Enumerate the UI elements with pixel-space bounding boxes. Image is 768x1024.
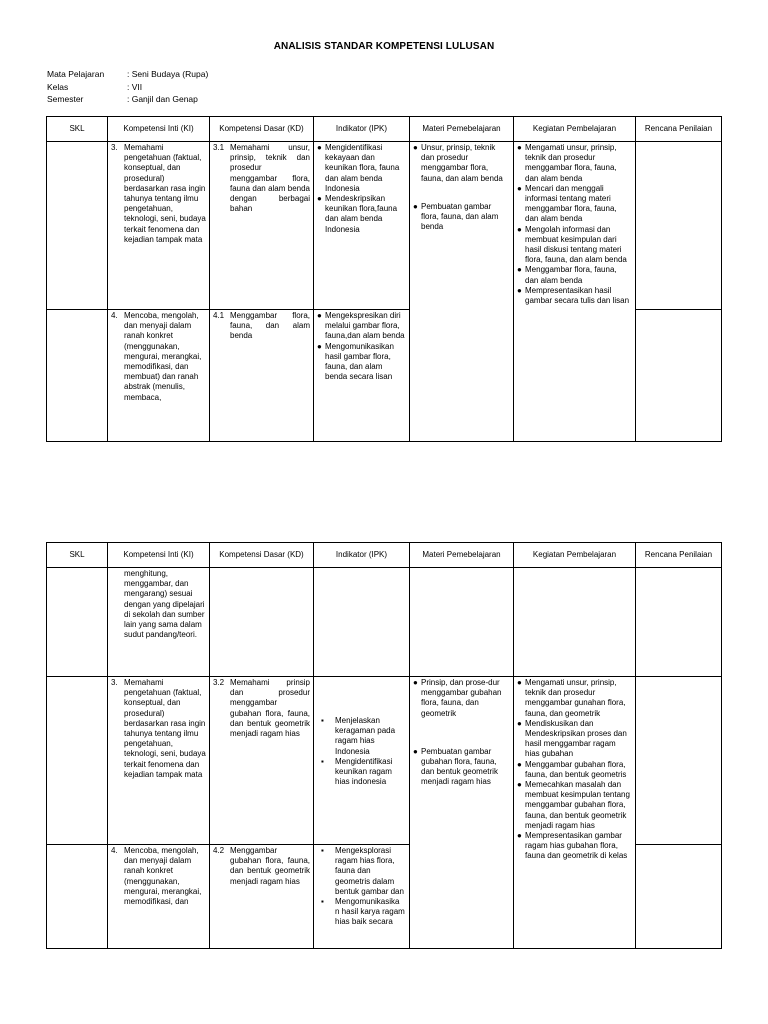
list-item [517, 760, 632, 780]
kegiatan-text: Mempresentasikan hasil gambar secara tulis dan lisan [525, 285, 630, 306]
header-skl: SKL [47, 117, 108, 142]
header-kd: Kompetensi Dasar (KD) [210, 117, 314, 142]
list-item [413, 678, 510, 719]
ipk-cell [314, 142, 410, 310]
list-item [317, 846, 406, 897]
bullet-icon: ● [517, 759, 522, 769]
skl-cell [47, 677, 108, 845]
bullet-icon: ▪ [321, 756, 324, 766]
kegiatan-text: Mengamati unsur, prinsip, teknik dan prosedur menggambar flora, fauna, dan alam benda [525, 143, 617, 183]
class-value: : VII [127, 81, 143, 92]
materi-text: Unsur, prinsip, teknik dan prosedur menggambar flora, fauna, dan alam benda [421, 143, 503, 183]
kd-number: 4.1 [213, 311, 225, 320]
kd-cell [210, 677, 314, 845]
header-kegiatan: Kegiatan Pembelajaran [514, 117, 636, 142]
kd-cell [210, 568, 314, 677]
kegiatan-text: Menggambar flora, fauna, dan alam benda [525, 265, 617, 285]
list-item [317, 342, 406, 383]
ipk-text: Mengomunikasikan hasil gambar flora, fauna, dan alam benda secara lisan [325, 341, 394, 382]
list-item [317, 757, 406, 788]
list-item [517, 143, 632, 184]
skl-cell [47, 310, 108, 442]
kegiatan-cell [514, 142, 636, 442]
page-title: ANALISIS STANDAR KOMPETENSI LULUSAN [273, 41, 495, 52]
table-row [47, 142, 722, 310]
list-item [517, 184, 632, 225]
penilaian-cell [636, 568, 722, 677]
kd-cell [210, 845, 314, 949]
list-item [317, 194, 406, 235]
list-item [517, 831, 632, 862]
list-item [517, 678, 632, 719]
list-item [317, 311, 406, 342]
bullet-icon: ● [517, 678, 522, 687]
ki-number: 4. [111, 311, 118, 320]
list-item [413, 202, 510, 233]
table-header-row [47, 117, 722, 142]
list-item [517, 265, 632, 285]
ipk-text: Mengekspresikan diri melalui gambar flora, fauna,dan alam benda [325, 311, 405, 341]
list-item [317, 143, 406, 194]
bullet-icon: ▪ [321, 897, 324, 907]
list-item [517, 286, 632, 306]
header-kd: Kompetensi Dasar (KD) [210, 543, 314, 568]
ki-text: Mencoba, mengolah, dan menyaji dalam ranah konkret (menggunakan, mengurai, merangkai, memodifikasi, dan [124, 846, 202, 907]
bullet-icon: ● [517, 183, 522, 193]
header-ipk: Indikator (IPK) [314, 117, 410, 142]
bullet-icon: ● [413, 143, 418, 152]
kegiatan-text: Memecahkan masalah dan membuat kesimpulan tentang menggambar gubahan flora, fauna, dan bentuk geometrik menjadi ragam hias [525, 780, 630, 830]
kegiatan-cell [514, 568, 636, 677]
materi-cell [410, 677, 514, 949]
bullet-icon: ● [517, 224, 522, 234]
ipk-text: Mengidentifikasi kekayaan dan keunikan flora, fauna dan alam benda Indonesia [325, 143, 400, 193]
materi-text: Prinsip, dan prose-dur menggambar gubahan flora, fauna, dan geometrik [421, 678, 502, 718]
bullet-icon: ● [317, 143, 322, 152]
kd-cell [210, 310, 314, 442]
kd-text: Menggambar gubahan flora, fauna, dan bentuk geometrik menjadi ragam hias [230, 846, 310, 886]
list-item [413, 747, 510, 788]
semester-label: Semester [47, 94, 84, 104]
kegiatan-text: Mencari dan menggali informasi tentang materi menggambar flora, fauna, dan alam benda [525, 183, 617, 224]
class-label: Kelas [47, 81, 69, 92]
kd-cell [210, 142, 314, 310]
ki-text: Memahami pengetahuan (faktual, konseptual, dan prosedural) berdasarkan rasa ingin tahunya tentang ilmu pengetahuan, teknologi, seni, budaya terkait fenomena dan kejadian tampak mata [124, 143, 206, 244]
penilaian-cell [636, 310, 722, 442]
ki-text: Mencoba, mengolah, dan menyaji dalam ranah konkret (menggunakan, mengurai, merangkai, memodifikasi, dan membuat) dan ranah abstrak (menulis, membaca, [124, 311, 202, 402]
bullet-icon: ● [317, 194, 322, 204]
ipk-cell [314, 677, 410, 845]
penilaian-cell [636, 677, 722, 845]
ki-text: Memahami pengetahuan (faktual, konseptual, dan prosedural) berdasarkan rasa ingin tahunya tentang ilmu pengetahuan, teknologi, seni, budaya terkait fenomena dan kejadian tampak mata [124, 678, 206, 779]
kd-number: 3.1 [213, 143, 225, 152]
ipk-text: Mengeksplorasi ragam hias flora, fauna dan geometris dalam bentuk gambar dan [335, 846, 404, 896]
skl-cell [47, 142, 108, 310]
ipk-cell [314, 845, 410, 949]
list-item [317, 716, 406, 757]
header-penilaian: Rencana Penilaian [636, 543, 722, 568]
ki-cell [108, 677, 210, 845]
list-item [517, 719, 632, 760]
bullet-icon: ● [413, 678, 418, 687]
header-ki: Kompetensi Inti (KI) [108, 543, 210, 568]
semester-value: : Ganjil dan Genap [127, 94, 198, 104]
header-skl: SKL [47, 543, 108, 568]
kd-text: Memahami unsur, prinsip, teknik dan prosedur menggambar flora, fauna dan alam benda dengan berbagai bahan [230, 143, 310, 214]
ipk-text: Menjelaskan keragaman pada ragam hias Indonesia [335, 716, 396, 756]
list-item [517, 225, 632, 266]
kd-number: 3.2 [213, 678, 225, 687]
bullet-icon: ● [317, 311, 322, 320]
ki-cell [108, 310, 210, 442]
skl-table-2 [46, 542, 722, 949]
skl-cell [47, 845, 108, 949]
materi-cell [410, 142, 514, 442]
kegiatan-text: Menggambar gubahan flora, fauna, dan bentuk geometris [525, 759, 627, 779]
kegiatan-cell [514, 677, 636, 949]
subject-label: Mata Pelajaran [47, 69, 105, 79]
ipk-cell [314, 310, 410, 442]
bullet-icon: ● [517, 265, 522, 275]
bullet-icon: ▪ [321, 846, 324, 855]
skl-table-1 [46, 116, 722, 442]
header-materi: Materi Pemebelajaran [410, 117, 514, 142]
bullet-icon: ● [517, 143, 522, 152]
ipk-cell [314, 568, 410, 677]
ipk-text: Mendeskripsikan keunikan flora,fauna dan alam benda Indonesia [325, 194, 398, 234]
materi-text: Pembuatan gambar gubahan flora, fauna, dan bentuk geometrik menjadi ragam hias [421, 746, 498, 787]
bullet-icon: ● [413, 201, 418, 211]
header-ipk: Indikator (IPK) [314, 543, 410, 568]
kegiatan-text: Mempresentasikan gambar ragam hias gubahan flora, fauna dan geometrik di kelas [525, 831, 628, 861]
ki-number: 4. [111, 846, 118, 855]
kegiatan-text: Mengolah informasi dan membuat kesimpulan dari hasil diskusi tentang materi flora, fauna, dan alam benda [525, 224, 627, 265]
list-item [317, 897, 406, 928]
bullet-icon: ● [517, 780, 522, 790]
bullet-icon: ● [317, 341, 322, 351]
ki-cell [108, 845, 210, 949]
header-kegiatan: Kegiatan Pembelajaran [514, 543, 636, 568]
bullet-icon: ● [413, 746, 418, 756]
penilaian-cell [636, 845, 722, 949]
bullet-icon: ● [517, 285, 522, 295]
kd-text: Menggambar flora, fauna, dan alam benda [230, 311, 310, 341]
list-item [413, 143, 510, 184]
table-header-row [47, 543, 722, 568]
ki-cell [108, 568, 210, 677]
header-penilaian: Rencana Penilaian [636, 117, 722, 142]
list-item [517, 780, 632, 831]
ki-text: menghitung, menggambar, dan mengarang) sesuai dengan yang dipelajari di sekolah dan sumber lain yang sama dalam sudut pandang/teori. [124, 569, 205, 640]
header-ki: Kompetensi Inti (KI) [108, 117, 210, 142]
ipk-text: Mengidentifikasi keunikan ragam hias indonesia [335, 756, 393, 787]
ki-number: 3. [111, 143, 118, 152]
materi-cell [410, 568, 514, 677]
header-materi: Materi Pemebelajaran [410, 543, 514, 568]
subject-value: : Seni Budaya (Rupa) [127, 69, 209, 79]
bullet-icon: ▪ [321, 716, 324, 725]
table-row [47, 677, 722, 845]
bullet-icon: ● [517, 831, 522, 841]
table-row [47, 568, 722, 677]
ki-cell [108, 142, 210, 310]
document-meta [47, 68, 208, 106]
kd-text: Memahami prinsip dan prosedur menggambar gubahan flora, fauna, dan bentuk geometrik menjadi ragam hias [230, 678, 310, 739]
bullet-icon: ● [517, 718, 522, 728]
penilaian-cell [636, 142, 722, 310]
kegiatan-text: Mendiskusikan dan Mendeskripsikan proses dan hasil menggambar ragam hias gubahan [525, 718, 627, 759]
kd-number: 4.2 [213, 846, 225, 855]
ipk-text: Mengomunikasika n hasil karya ragam hias baik secara [335, 897, 405, 927]
kegiatan-text: Mengamati unsur, prinsip, teknik dan prosedur menggambar gunahan flora, fauna, dan geometrik [525, 678, 626, 718]
ki-number: 3. [111, 678, 118, 687]
skl-cell [47, 568, 108, 677]
materi-text: Pembuatan gambar flora, fauna, dan alam benda [421, 201, 499, 232]
